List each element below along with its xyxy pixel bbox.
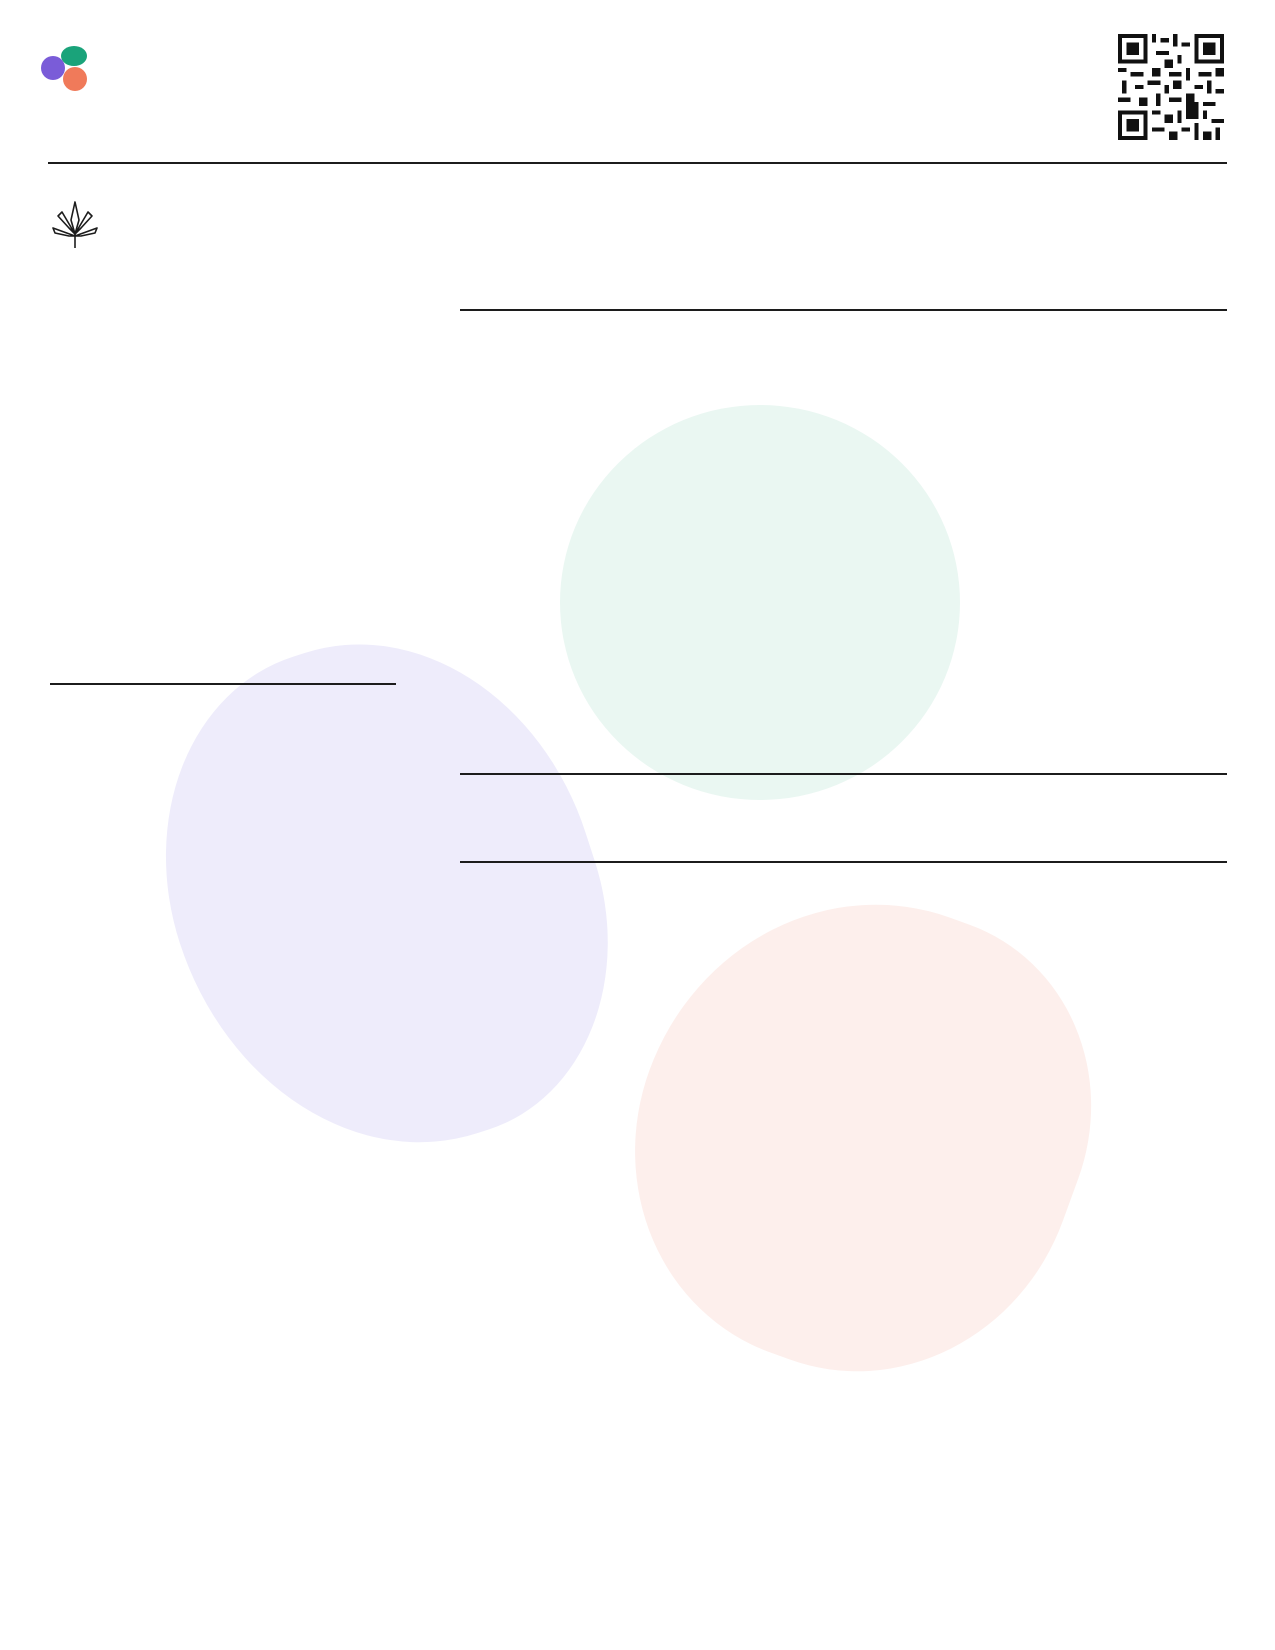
sum-row xyxy=(460,747,1227,775)
header-divider xyxy=(48,162,1227,164)
background-shape-green xyxy=(560,405,960,800)
unit-table-rule xyxy=(460,861,1227,863)
results-header-rule xyxy=(460,309,1227,311)
qr-code-icon[interactable] xyxy=(1118,34,1224,140)
sum-pct xyxy=(1150,747,1260,773)
background-shape-pink xyxy=(573,839,1147,1431)
sum-mg xyxy=(1012,747,1122,773)
cannabis-leaf-icon xyxy=(48,198,102,250)
left-divider xyxy=(50,683,396,685)
sc-labs-logo-icon xyxy=(40,42,100,94)
